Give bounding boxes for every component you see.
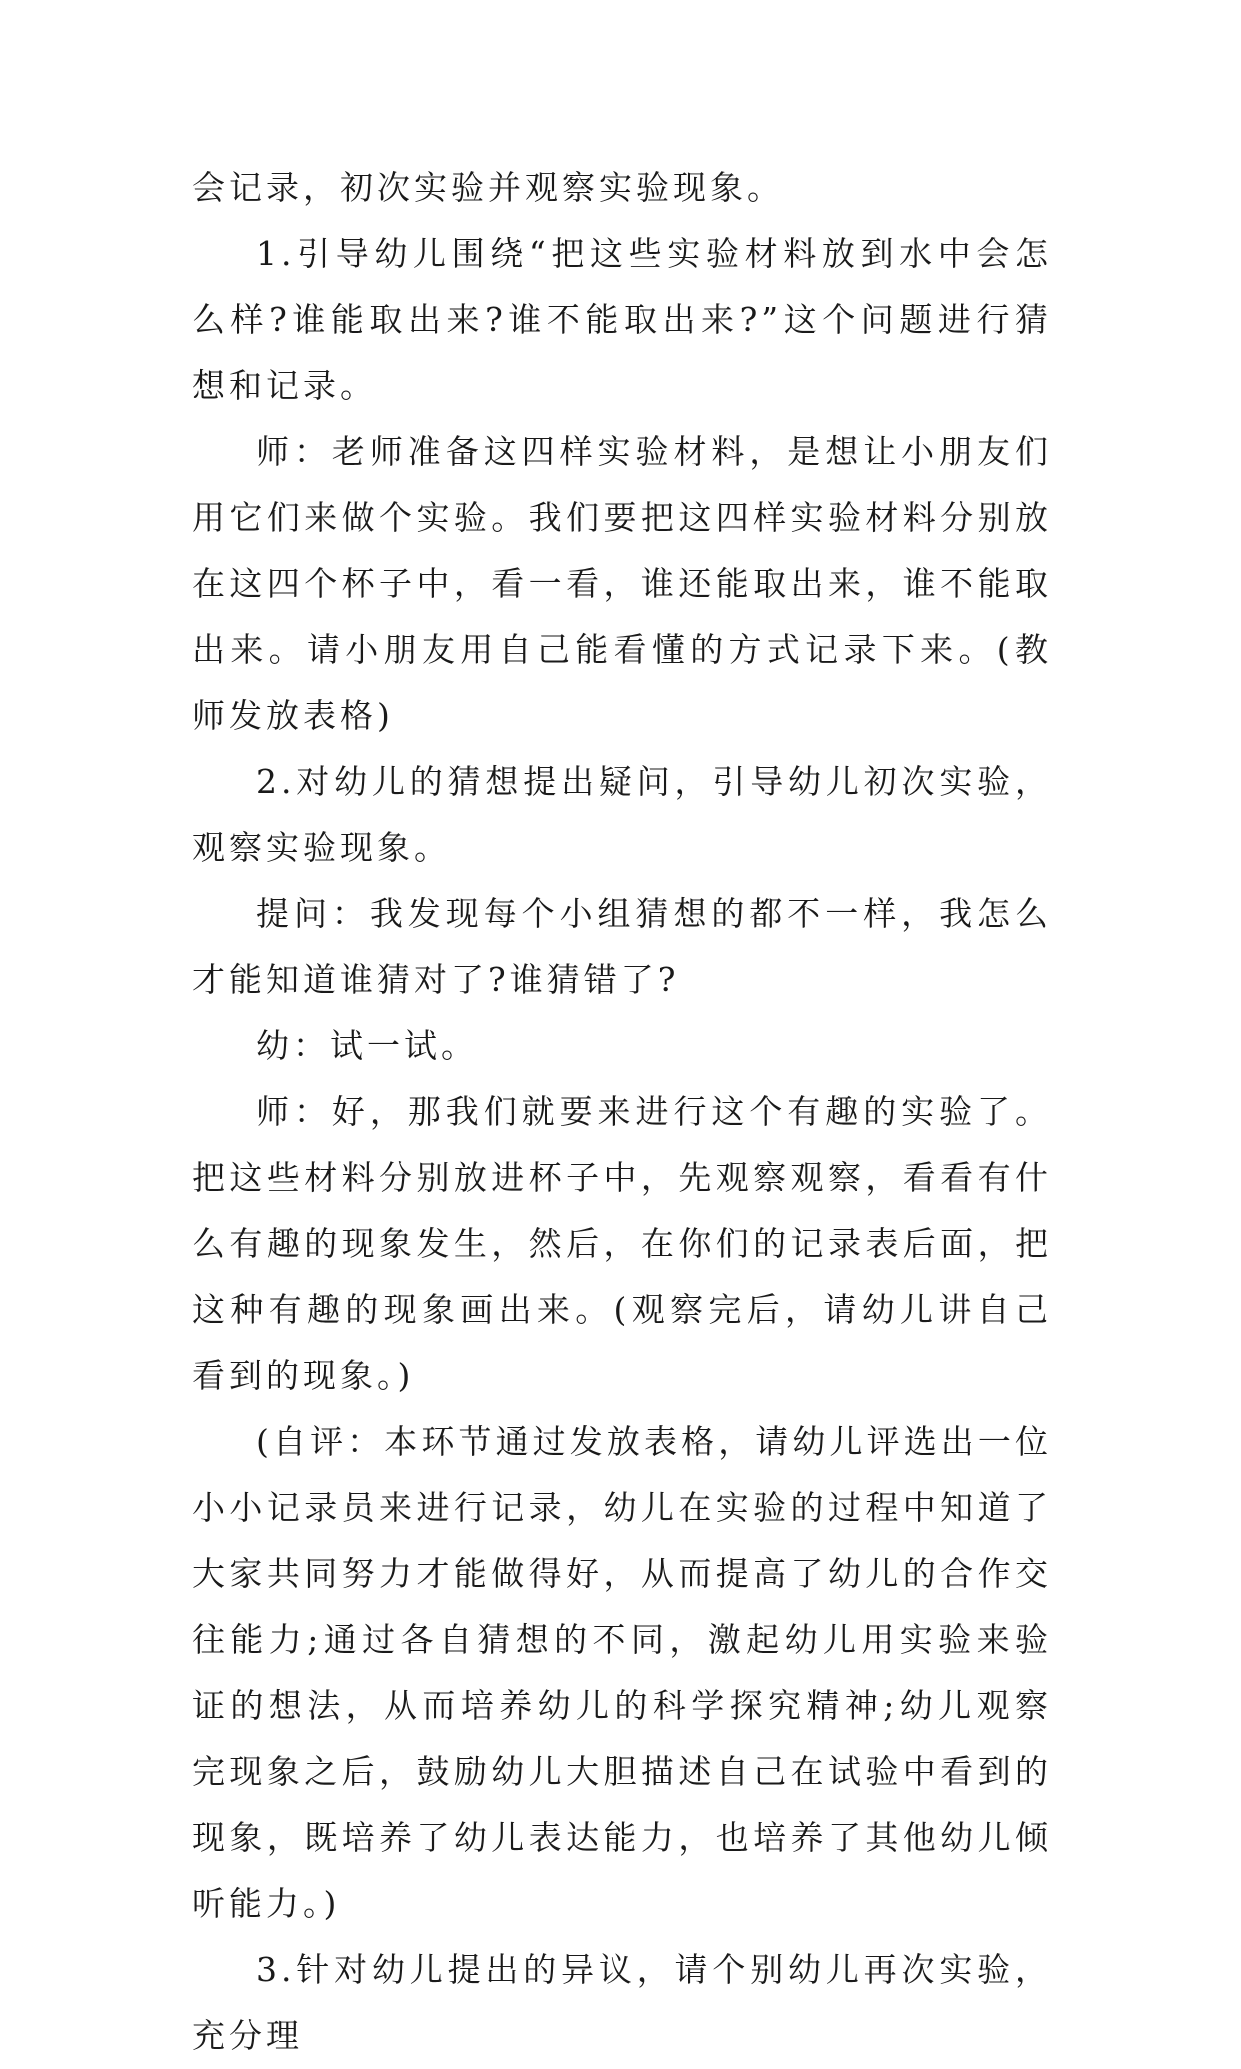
document-body bbox=[192, 155, 1052, 2069]
paragraph-step-2: 2.对幼儿的猜想提出疑问，引导幼儿初次实验，观察实验现象。 bbox=[192, 762, 1052, 867]
paragraph-question: 提问：我发现每个小组猜想的都不一样，我怎么才能知道谁猜对了?谁猜错了? bbox=[192, 894, 1052, 999]
paragraph-step-1: 1.引导幼儿围绕“把这些实验材料放到水中会怎么样?谁能取出来?谁不能取出来?”这个问题进行猜想和记录。 bbox=[192, 234, 1052, 405]
paragraph-teacher-experiment: 师：好，那我们就要来进行这个有趣的实验了。把这些材料分别放进杯子中，先观察观察，看看有什么有趣的现象发生，然后，在你们的记录表后面，把这种有趣的现象画出来。(观察完后，请幼儿讲自己看到的现象。) bbox=[192, 1092, 1052, 1395]
paragraph-self-evaluation: (自评：本环节通过发放表格，请幼儿评选出一位小小记录员来进行记录，幼儿在实验的过程中知道了大家共同努力才能做得好，从而提高了幼儿的合作交往能力;通过各自猜想的不同，激起幼儿用实验来验证的想法，从而培养幼儿的科学探究精神;幼儿观察完现象之后，鼓励幼儿大胆描述自己在试验中看到的现象，既培养了幼儿表达能力，也培养了其他幼儿倾听能力。) bbox=[192, 1422, 1052, 1923]
paragraph-step-3: 3.针对幼儿提出的异议，请个别幼儿再次实验，充分理 bbox=[192, 1950, 1052, 2055]
paragraph-continuation: 会记录，初次实验并观察实验现象。 bbox=[192, 168, 784, 207]
paragraph-teacher-intro: 师：老师准备这四样实验材料，是想让小朋友们用它们来做个实验。我们要把这四样实验材料分别放在这四个杯子中，看一看，谁还能取出来，谁不能取出来。请小朋友用自己能看懂的方式记录下来。(教师发放表格) bbox=[192, 432, 1052, 735]
paragraph-child-answer: 幼：试一试。 bbox=[256, 1026, 478, 1065]
